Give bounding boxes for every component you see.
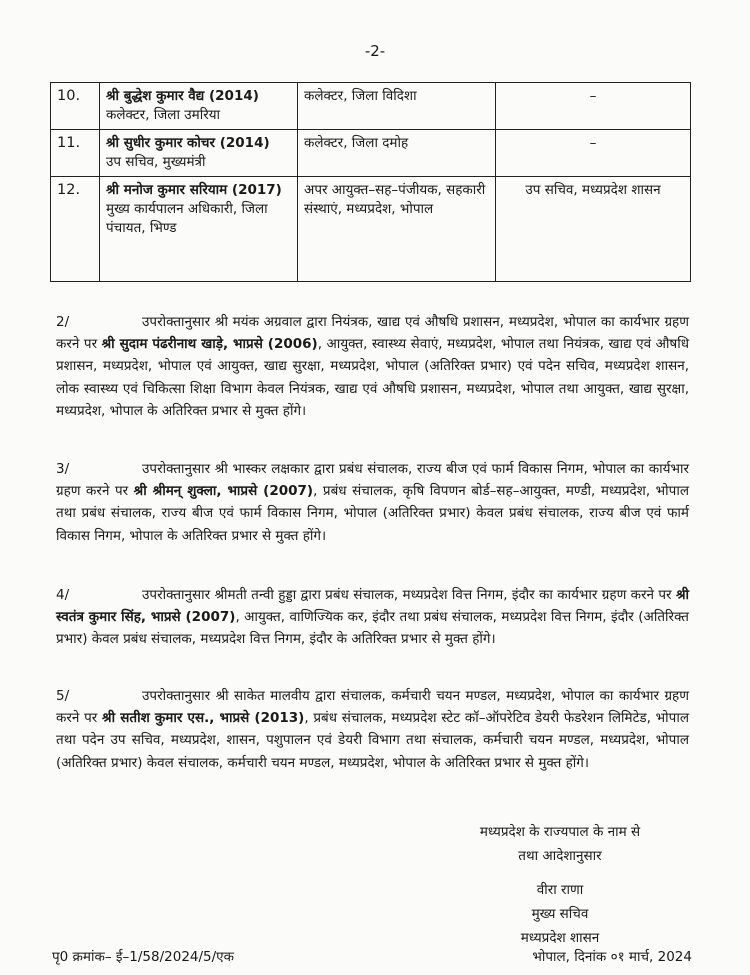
officer-name: श्री सतीश कुमार एस., भाप्रसे (2013) — [102, 710, 305, 727]
additional-charge: – — [496, 130, 691, 177]
reference-number: पृ0 क्रमांक– ई–1/58/2024/5/एक — [52, 949, 235, 965]
officer-name: श्री मनोज कुमार सरियाम (2017) — [106, 182, 282, 198]
table-row — [51, 177, 691, 282]
paragraph-number: 5/ — [56, 688, 70, 704]
signatory-name: वीरा राणा — [536, 882, 584, 898]
officer-cell — [100, 130, 298, 177]
officer-name: श्री स्वतंत्र कुमार सिंह, भाप्रसे (2007) — [56, 587, 689, 626]
serial-number: 12. — [51, 177, 100, 282]
paragraph-4: 4/ उपरोक्तानुसार श्रीमती तन्वी हुड्डा द्वारा प्रबंध संचालक, मध्यप्रदेश वित्त निगम, इंदौर का कार्यभार ग्रहण करने पर श्री स्वतंत्र कुमार सिंह, भाप्रसे (2007), आयुक्त, वाणिज्यिक कर, इंदौर तथा प्रबंध संचालक, मध्यप्रदेश वित्त निगम, इंदौर (अतिरिक्त प्रभार) केवल प्रबंध संचालक, मध्यप्रदेश वित्त निगम, इंदौर के अतिरिक्त प्रभार से मुक्त होंगे। — [56, 584, 689, 651]
officer-current-post: मुख्य कार्यपालन अधिकारी, जिला पंचायत, भिण्ड — [106, 201, 268, 236]
paragraph-2: 2/ उपरोक्तानुसार श्री मयंक अग्रवाल द्वारा नियंत्रक, खाद्य एवं औषधि प्रशासन, मध्यप्रदेश, भोपाल का कार्यभार ग्रहण करने पर श्री सुदाम पंढरीनाथ खाड़े, भाप्रसे (2006), आयुक्त, स्वास्थ्य सेवाएं, मध्यप्रदेश, भोपाल तथा नियंत्रक, खाद्य एवं औषधि प्रशासन, मध्यप्रदेश, भोपाल एवं आयुक्त, खाद्य सुरक्षा, मध्यप्रदेश, भोपाल (अतिरिक्त प्रभार) एवं पदेन सचिव, मध्यप्रदेश शासन, लोक स्वास्थ्य एवं चिकित्सा शिक्षा विभाग केवल नियंत्रक, खाद्य एवं औषधि प्रशासन, मध्यप्रदेश, भोपाल तथा आयुक्त, खाद्य सुरक्षा, मध्यप्रदेश, भोपाल के अतिरिक्त प्रभार से मुक्त होंगे। — [56, 311, 689, 422]
new-posting: कलेक्टर, जिला विदिशा — [298, 83, 496, 130]
paragraph-5: 5/ उपरोक्तानुसार श्री साकेत मालवीय द्वारा संचालक, कर्मचारी चयन मण्डल, मध्यप्रदेश, भोपाल का कार्यभार ग्रहण करने पर श्री सतीश कुमार एस., भाप्रसे (2013), प्रबंध संचालक, मध्यप्रदेश स्टेट कॉ–ऑपरेटिव डेयरी फेडरेशन लिमिटेड, भोपाल तथा पदेन उप सचिव, मध्यप्रदेश, शासन, पशुपालन एवं डेयरी विभाग तथा संचालक, कर्मचारी चयन मण्डल, मध्यप्रदेश, भोपाल (अतिरिक्त प्रभार) केवल संचालक, कर्मचारी चयन मण्डल, मध्यप्रदेश, भोपाल के अतिरिक्त प्रभार से मुक्त होंगे। — [56, 685, 689, 774]
signatory-designation: मुख्य सचिव — [531, 906, 589, 922]
paragraph-number: 2/ — [56, 314, 70, 330]
page-number: -2- — [364, 42, 386, 60]
paragraph-number: 3/ — [56, 461, 70, 477]
officer-cell — [100, 177, 298, 282]
new-posting: अपर आयुक्त–सह–पंजीयक, सहकारी संस्थाएं, मध्यप्रदेश, भोपाल — [298, 177, 496, 282]
additional-charge: – — [496, 83, 691, 130]
officer-name: श्री सुदाम पंढरीनाथ खाड़े, भाप्रसे (2006) — [101, 336, 318, 353]
table-row — [51, 130, 691, 177]
officer-current-post: उप सचिव, मुख्यमंत्री — [106, 154, 206, 170]
signatory-office: मध्यप्रदेश शासन — [520, 930, 600, 946]
serial-number: 11. — [51, 130, 100, 177]
new-posting: कलेक्टर, जिला दमोह — [298, 130, 496, 177]
place-date: भोपाल, दिनांक ०१ मार्च, 2024 — [532, 949, 692, 965]
officer-name: श्री बुद्धेश कुमार वैद्य (2014) — [106, 88, 259, 104]
paragraph-number: 4/ — [56, 587, 70, 603]
signature-block — [410, 820, 710, 950]
paragraph-3: 3/ उपरोक्तानुसार श्री भास्कर लक्षकार द्वारा प्रबंध संचालक, राज्य बीज एवं फार्म विकास निगम, भोपाल का कार्यभार ग्रहण करने पर श्री श्रीमन् शुक्ला, भाप्रसे (2007), प्रबंध संचालक, कृषि विपणन बोर्ड–सह–आयुक्त, मण्डी, मध्यप्रदेश, भोपाल तथा प्रबंध संचालक, राज्य बीज एवं फार्म विकास निगम, भोपाल (अतिरिक्त प्रभार) केवल प्रबंध संचालक, राज्य बीज एवं फार्म विकास निगम, भोपाल के अतिरिक्त प्रभार से मुक्त होंगे। — [56, 458, 689, 547]
officer-name: श्री श्रीमन् शुक्ला, भाप्रसे (2007) — [133, 483, 314, 500]
officer-current-post: कलेक्टर, जिला उमरिया — [106, 107, 221, 123]
officer-cell — [100, 83, 298, 130]
serial-number: 10. — [51, 83, 100, 130]
additional-charge: उप सचिव, मध्यप्रदेश शासन — [496, 177, 691, 282]
authority-line: मध्यप्रदेश के राज्यपाल के नाम से — [479, 824, 641, 840]
officer-name: श्री सुधीर कुमार कोचर (2014) — [106, 135, 270, 151]
authority-line: तथा आदेशानुसार — [518, 848, 602, 864]
table-row — [51, 83, 691, 130]
posting-table — [50, 82, 691, 282]
